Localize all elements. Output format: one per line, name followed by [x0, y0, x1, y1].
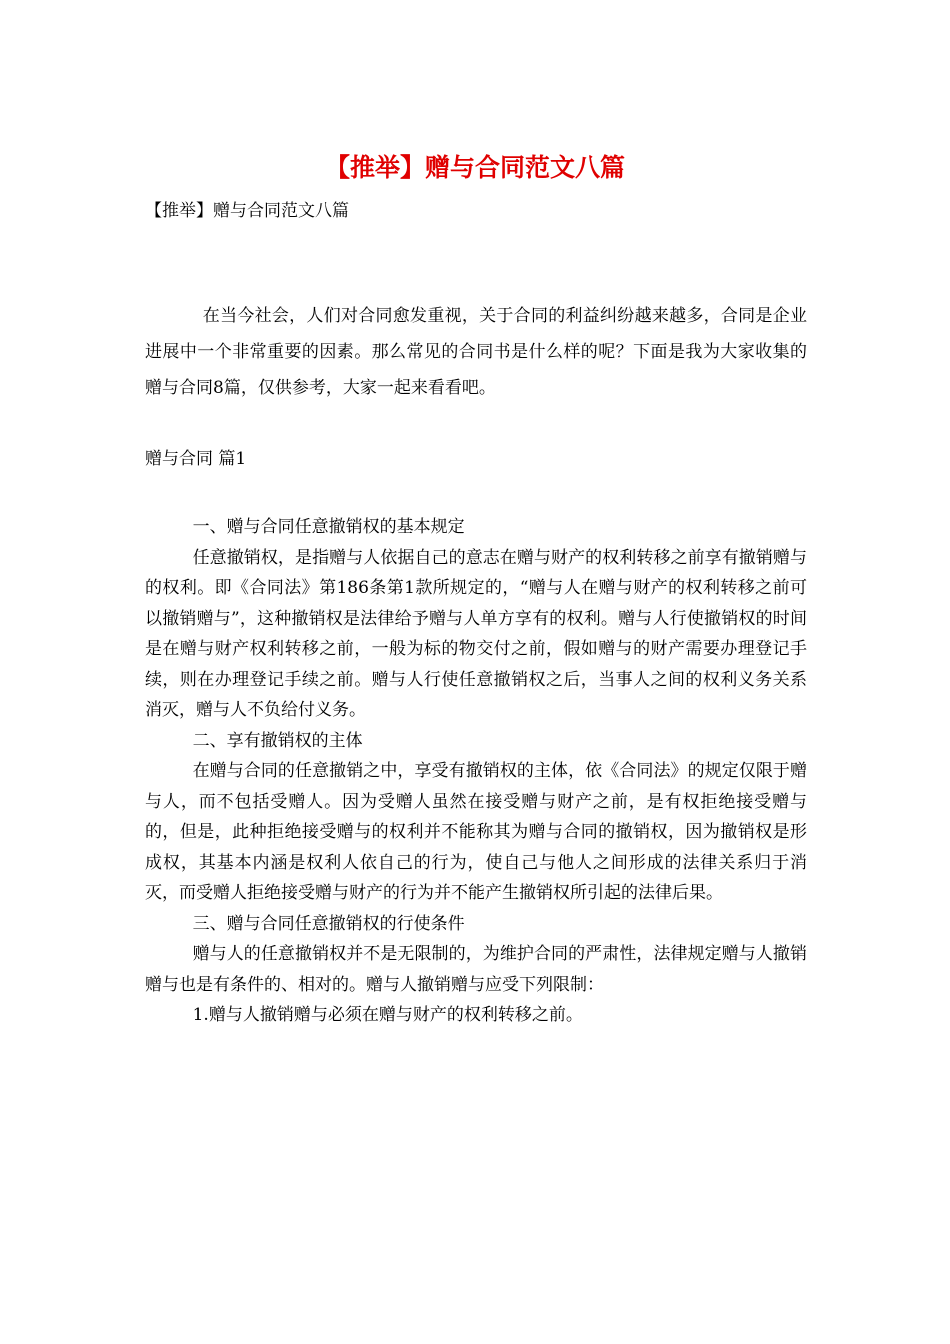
paragraph-1: 任意撤销权，是指赠与人依据自己的意志在赠与财产的权利转移之前享有撤销赠与的权利。即《合同法》第186条第1款所规定的，“赠与人在赠与财产的权利转移之前可以撤销赠与”，这种撤销权是法律给予赠与人单方享有的权利。赠与人行使撤销权的时间是在赠与财产权利转移之前，一般为标的物交付之前，假如赠与的财产需要办理登记手续，则在办理登记手续之前。赠与人行使任意撤销权之后，当事人之间的权利义务关系消灭，赠与人不负给付义务。: [145, 547, 807, 720]
paragraph-2: 在赠与合同的任意撤销之中，享受有撤销权的主体，依《合同法》的规定仅限于赠与人，而不包括受赠人。因为受赠人虽然在接受赠与财产之前，是有权拒绝接受赠与的，但是，此种拒绝接受赠与的权利并不能称其为赠与合同的撤销权，因为撤销权是形成权，其基本内涵是权利人依自己的行为，使自己与他人之间形成的法律关系归于消灭，而受赠人拒绝接受赠与财产的行为并不能产生撤销权所引起的法律后果。: [145, 761, 807, 903]
section-content: [145, 512, 807, 1031]
document-subtitle: 【推举】赠与合同范文八篇: [145, 201, 349, 221]
subheading-3: 三、赠与合同任意撤销权的行使条件: [192, 913, 465, 934]
intro-block: [145, 298, 807, 406]
subheading-2: 二、享有撤销权的主体: [192, 730, 363, 751]
paragraph-3: 赠与人的任意撤销权并不是无限制的，为维护合同的严肃性，法律规定赠与人撤销赠与也是有条件的、相对的。赠与人撤销赠与应受下列限制：: [145, 944, 807, 995]
intro-paragraph: 在当今社会，人们对合同愈发重视，关于合同的利益纠纷越来越多，合同是企业进展中一个非常重要的因素。那么常见的合同书是什么样的呢？下面是我为大家收集的赠与合同8篇，仅供参考，大家一起来看看吧。: [145, 306, 807, 398]
document-title: 【推举】赠与合同范文八篇: [324, 153, 625, 182]
list-item-1: 1.赠与人撤销赠与必须在赠与财产的权利转移之前。: [192, 1005, 583, 1025]
section-heading: 赠与合同 篇1: [145, 449, 247, 469]
subheading-1: 一、赠与合同任意撤销权的基本规定: [192, 517, 465, 537]
